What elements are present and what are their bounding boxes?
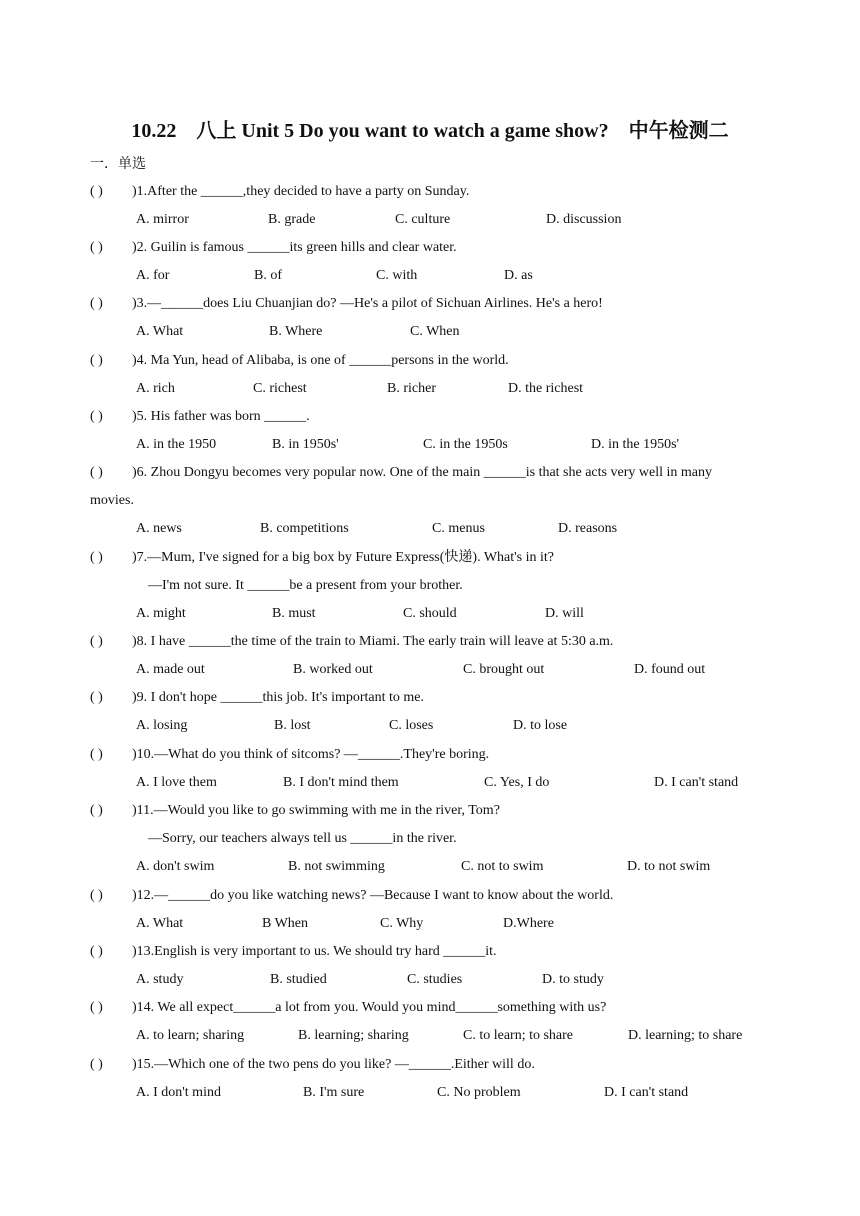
option: C. loses [389,718,434,733]
answer-blank: ( ) [90,184,103,199]
option: C. studies [407,972,463,987]
option: D. will [545,606,584,621]
option: D. to lose [513,718,568,733]
question-stem: )12.—______do you like watching news? —Because I want to know about the world. [132,888,614,903]
option: B. I don't mind them [283,775,399,790]
option: A. news [136,521,182,536]
option: B. studied [270,972,327,987]
option: D. to not swim [627,859,711,874]
option: A. rich [136,381,175,396]
option: D. discussion [546,212,622,227]
option: A. in the 1950 [136,437,217,452]
option: B. not swimming [288,859,385,874]
option: C. menus [432,521,485,536]
option: B. worked out [293,662,373,677]
option: C. No problem [437,1085,521,1100]
option: A. I don't mind [136,1085,221,1100]
option: D. as [504,268,533,283]
question-stem: )2. Guilin is famous ______its green hills and clear water. [132,240,457,255]
question-stem: )15.—Which one of the two pens do you like? —______.Either will do. [132,1057,535,1072]
question-stem: )8. I have ______the time of the train to Miami. The early train will leave at 5:30 a.m. [132,634,614,649]
option: B. Where [269,324,323,339]
answer-blank: ( ) [90,465,103,480]
option: A. What [136,324,184,339]
option: A. study [136,972,184,987]
option: D.Where [503,916,554,931]
option: B. I'm sure [303,1085,365,1100]
option: A. don't swim [136,859,215,874]
option: A. losing [136,718,188,733]
option: A. made out [136,662,205,677]
option: C. Yes, I do [484,775,550,790]
option: B When [262,916,309,931]
question-stem: )14. We all expect______a lot from you. Would you mind______something with us? [132,1000,607,1015]
answer-blank: ( ) [90,1057,103,1072]
option: B. grade [268,212,316,227]
option: B. must [272,606,316,621]
option: B. competitions [260,521,349,536]
option: C. should [403,606,457,621]
option: C. When [410,324,460,339]
option: A. I love them [136,775,217,790]
question-reply-line: —I'm not sure. It ______be a present from your brother. [148,578,463,593]
option: B. learning; sharing [298,1028,409,1043]
option: C. not to swim [461,859,544,874]
option: A. What [136,916,184,931]
option: C. to learn; to share [463,1028,574,1043]
answer-blank: ( ) [90,240,103,255]
question-reply-line: —Sorry, our teachers always tell us ______in the river. [148,831,457,846]
option: A. for [136,268,170,283]
question-stem-continued: movies. [90,493,134,508]
option: D. learning; to share [628,1028,743,1043]
option: B. in 1950s' [272,437,339,452]
answer-blank: ( ) [90,888,103,903]
answer-blank: ( ) [90,634,103,649]
option: D. the richest [508,381,584,396]
question-stem: )10.—What do you think of sitcoms? —______.They're boring. [132,747,490,762]
question-stem: )1.After the ______,they decided to have a party on Sunday. [132,184,470,199]
option: C. richest [253,381,307,396]
question-stem: )11.—Would you like to go swimming with me in the river, Tom? [132,803,500,818]
answer-blank: ( ) [90,353,103,368]
question-stem: )13.English is very important to us. We should try hard ______it. [132,944,497,959]
option: A. mirror [136,212,189,227]
question-stem: )7.—Mum, I've signed for a big box by Future Express(快递). What's in it? [132,550,554,565]
answer-blank: ( ) [90,550,103,565]
answer-blank: ( ) [90,296,103,311]
document-title: 10.22 八上 Unit 5 Do you want to watch a game show? 中午检测二 [131,120,729,142]
question-stem: )3.—______does Liu Chuanjian do? —He's a pilot of Sichuan Airlines. He's a hero! [132,296,603,311]
answer-blank: ( ) [90,409,103,424]
option: C. Why [380,916,424,931]
answer-blank: ( ) [90,690,103,705]
option: D. found out [634,662,706,677]
question-stem: )6. Zhou Dongyu becomes very popular now. One of the main ______is that she acts very well in many [132,465,712,480]
option: C. brought out [463,662,545,677]
answer-blank: ( ) [90,803,103,818]
option: C. with [376,268,418,283]
option: D. in the 1950s' [591,437,680,452]
answer-blank: ( ) [90,1000,103,1015]
section-heading: 一．单选 [90,157,146,172]
option: D. reasons [558,521,618,536]
answer-blank: ( ) [90,944,103,959]
option: D. I can't stand [604,1085,689,1100]
option: B. of [254,268,282,283]
option: A. to learn; sharing [136,1028,245,1043]
option: C. culture [395,212,451,227]
option: C. in the 1950s [423,437,508,452]
question-stem: )5. His father was born ______. [132,409,310,424]
option: D. I can't stand [654,775,739,790]
option: B. richer [387,381,436,396]
answer-blank: ( ) [90,747,103,762]
option: B. lost [274,718,311,733]
option: D. to study [542,972,604,987]
question-stem: )9. I don't hope ______this job. It's important to me. [132,690,425,705]
question-stem: )4. Ma Yun, head of Alibaba, is one of ______persons in the world. [132,353,509,368]
option: A. might [136,606,186,621]
